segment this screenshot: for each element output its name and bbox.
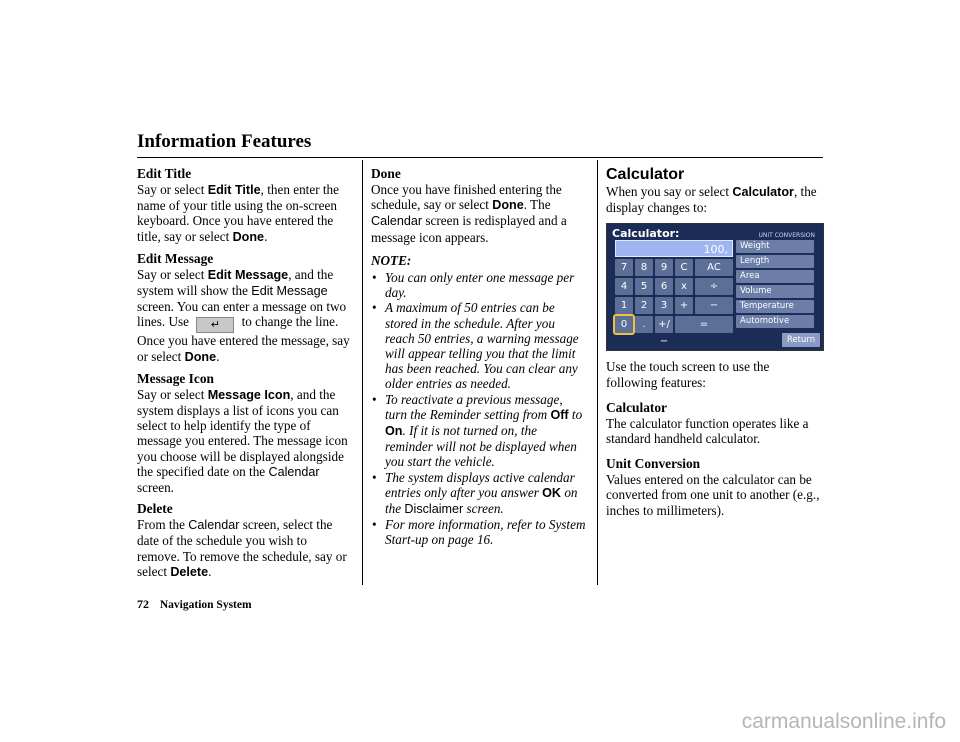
- key-plus: +: [675, 297, 693, 314]
- edit-title-heading: Edit Title: [137, 166, 192, 181]
- key-6: 6: [655, 278, 673, 295]
- calculator-screenshot: [606, 223, 824, 351]
- column-1: [137, 166, 352, 586]
- key-minus: −: [695, 297, 733, 314]
- unit-automotive: Automotive: [736, 315, 814, 328]
- key-9: 9: [655, 259, 673, 276]
- page-title: Information Features: [137, 131, 312, 152]
- notes-list: [371, 270, 586, 548]
- message-icon-text: Say or select Message Icon, and the system displays a list of icons you can select to help identify the type of message you entered. The message icon you choose will be displayed alongside the specified date on the Calendar screen.: [137, 386, 348, 496]
- calculator-display: 100,: [615, 240, 733, 257]
- key-3: 3: [655, 297, 673, 314]
- watermark: carmanualsonline.info: [741, 710, 946, 733]
- edit-title-text: Say or select Edit Title, then enter the name of your title using the on-screen keyboard. Once you have entered the title, say or select Done.: [137, 182, 339, 244]
- message-icon-heading: Message Icon: [137, 370, 214, 386]
- key-equals: =: [675, 316, 733, 333]
- calculator-keypad: [615, 259, 735, 348]
- note-item: • To reactivate a previous message, turn the Reminder setting from Off to On. If it is not turned on, the reminder will not be displayed when you start the vehicle.: [371, 392, 586, 470]
- key-divide: ÷: [695, 278, 733, 295]
- done-text: Once you have finished entering the schedule, say or select Done. The Calendar screen is redisplayed and a message icon appears.: [371, 182, 567, 245]
- edit-message-heading: Edit Message: [137, 250, 214, 266]
- return-key-icon: ↵: [196, 317, 234, 333]
- calculator-intro: When you say or select Calculator, the display changes to:: [606, 184, 817, 216]
- key-c: C: [675, 259, 693, 276]
- unit-volume: Volume: [736, 285, 814, 298]
- key-8: 8: [635, 259, 653, 276]
- return-button: Return: [782, 333, 820, 347]
- delete-section: [137, 501, 352, 580]
- title-rule: [137, 157, 823, 158]
- key-4: 4: [615, 278, 633, 295]
- note-item: • You can only enter one message per day.: [371, 270, 586, 300]
- calculator-sub-text: The calculator function operates like a standard handheld calculator.: [606, 415, 809, 447]
- done-heading: Done: [371, 166, 401, 181]
- column-2: [371, 166, 586, 548]
- column-divider-2: [597, 160, 598, 585]
- note-item: • A maximum of 50 entries can be stored in the schedule. After you reach 50 entries, a warning message will appear telling you that the limit has been reached. You can clear any older entries as needed.: [371, 300, 586, 391]
- note-item: • The system displays active calendar entries only after you answer OK on the Disclaimer screen.: [371, 470, 586, 518]
- delete-heading: Delete: [137, 501, 173, 517]
- unit-length: Length: [736, 255, 814, 268]
- unit-conversion-header: UNIT CONVERSION: [758, 232, 815, 240]
- edit-message-section: [137, 251, 352, 365]
- unit-conversion-list: [736, 240, 814, 330]
- calculator-heading: Calculator: [606, 166, 685, 183]
- key-decimal: .: [635, 316, 653, 333]
- key-ac: AC: [695, 259, 733, 276]
- page-footer: [137, 597, 252, 612]
- unit-conversion-heading: Unit Conversion: [606, 456, 701, 472]
- key-0: 0: [615, 316, 633, 333]
- note-heading: NOTE:: [371, 252, 412, 268]
- message-icon-section: [137, 371, 352, 495]
- done-section: [371, 166, 586, 245]
- touch-screen-text: Use the touch screen to use the following features:: [606, 359, 770, 390]
- calculator-sub-heading: Calculator: [606, 399, 667, 415]
- footer-text: Navigation System: [159, 599, 252, 611]
- column-3: [606, 166, 821, 524]
- unit-weight: Weight: [736, 240, 814, 253]
- edit-title-section: [137, 166, 352, 245]
- key-multiply: x: [675, 278, 693, 295]
- unit-area: Area: [736, 270, 814, 283]
- unit-conversion-section: [606, 456, 821, 518]
- unit-conversion-text: Values entered on the calculator can be converted from one unit to another (e.g., inches to millimeters).: [606, 472, 820, 518]
- screen-title: Calculator:: [612, 227, 680, 241]
- note-item: • For more information, refer to System Start-up on page 16.: [371, 517, 586, 547]
- delete-text: From the Calendar screen, select the date of the schedule you wish to remove. To remove the schedule, say or select Delete.: [137, 517, 347, 579]
- calculator-sub-section: [606, 400, 821, 446]
- unit-temperature: Temperature: [736, 300, 814, 313]
- key-7: 7: [615, 259, 633, 276]
- key-5: 5: [635, 278, 653, 295]
- key-1: 1: [615, 297, 633, 314]
- column-divider-1: [362, 160, 363, 585]
- edit-message-text: Say or select Edit Message, and the system will show the Edit Message screen. You can enter a message on two lines. Use ↵ to change the line. Once you have entered the message, say or select Done.: [137, 266, 350, 364]
- key-2: 2: [635, 297, 653, 314]
- key-plus-minus: +/−: [655, 316, 673, 333]
- page-number: 72: [137, 597, 149, 611]
